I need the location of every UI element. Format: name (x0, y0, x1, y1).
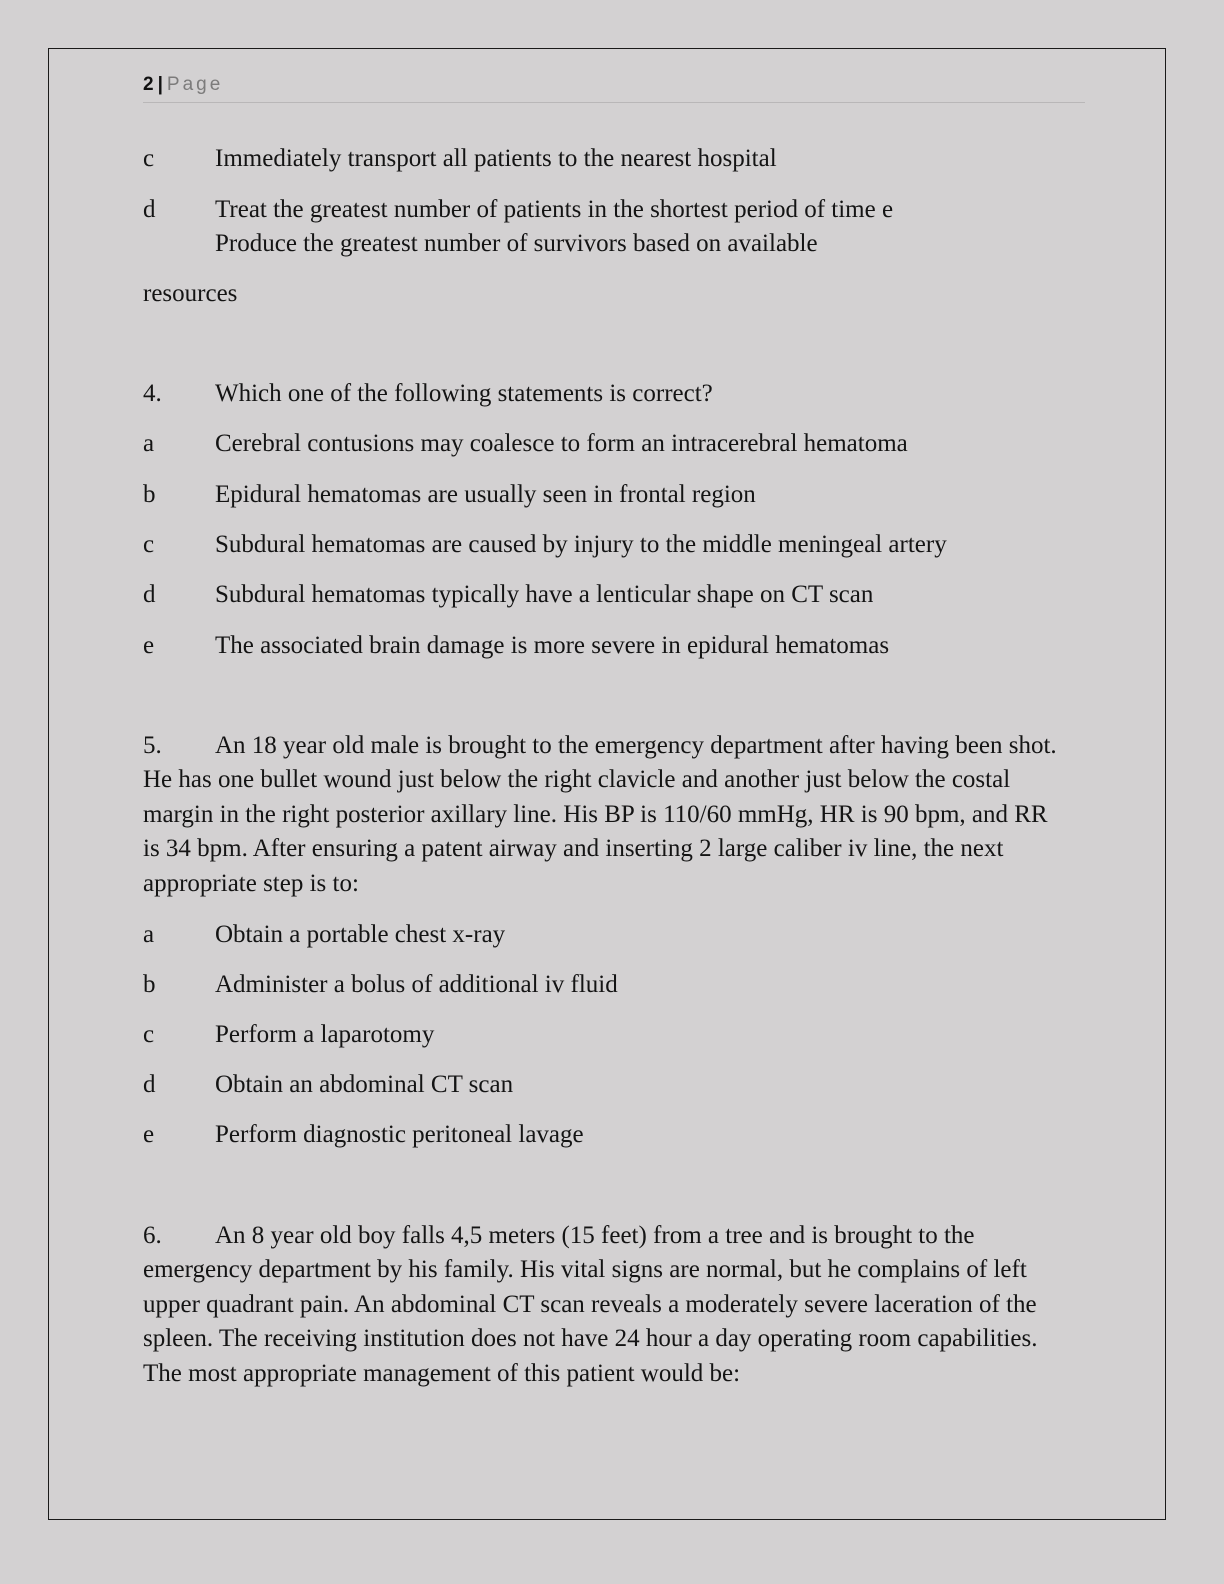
q4-option-e-label: e (143, 632, 155, 659)
q4-option-c-text: Subdural hematomas are caused by injury to the middle meningeal artery (215, 531, 947, 558)
q5-option-e-text: Perform diagnostic peritoneal lavage (215, 1121, 584, 1148)
q5-option-d-label: d (143, 1071, 156, 1098)
q3-option-c-text: Immediately transport all patients to the nearest hospital (215, 145, 777, 172)
q5-option-b-label: b (143, 971, 156, 998)
q5-number: 5. (143, 732, 162, 759)
page-number: 2 (143, 74, 154, 95)
q6-number: 6. (143, 1222, 162, 1249)
q5-question (143, 729, 1068, 901)
q3-option-e-text: Produce the greatest number of survivors based on available (215, 230, 818, 257)
q4-option-d-label: d (143, 581, 156, 608)
q5-option-e-label: e (143, 1121, 155, 1148)
q5-option-c-text: Perform a laparotomy (215, 1021, 435, 1048)
q6-question (143, 1219, 1068, 1391)
q5-option-d-text: Obtain an abdominal CT scan (215, 1071, 514, 1098)
q4-number: 4. (143, 380, 162, 407)
q3-option-d-text: Treat the greatest number of patients in the shortest period of time e (215, 196, 894, 223)
q4-option-c-label: c (143, 531, 155, 558)
q4-option-a-text: Cerebral contusions may coalesce to form an intracerebral hematoma (215, 430, 908, 457)
q5-option-a-text: Obtain a portable chest x-ray (215, 921, 506, 948)
q4-option-b-label: b (143, 481, 156, 508)
q4-option-a-label: a (143, 430, 155, 457)
q6-stem: An 8 year old boy falls 4,5 meters (15 feet) from a tree and is brought to the emergency department by his family. His vital signs are normal, but he complains of left upper quadrant pain. An abdominal CT scan reveals a moderately severe laceration of the spleen. The receiving institution does not have 24 hour a day operating room capabilities. The most appropriate management of this patient would be: (143, 1222, 1038, 1387)
q4-option-e-text: The associated brain damage is more severe in epidural hematomas (215, 632, 890, 659)
header-separator: | (157, 74, 163, 95)
page-header (143, 72, 1085, 103)
q3-option-c-label: c (143, 145, 155, 172)
q4-option-d-text: Subdural hematomas typically have a lenticular shape on CT scan (215, 581, 874, 608)
q5-stem: An 18 year old male is brought to the emergency department after having been shot. He has one bullet wound just below the right clavicle and another just below the costal margin in the right posterior axillary line. His BP is 110/60 mmHg, HR is 90 bpm, and RR is 34 bpm. After ensuring a patent airway and inserting 2 large caliber iv line, the next appropriate step is to: (143, 732, 1057, 897)
q5-option-a-label: a (143, 921, 155, 948)
q4-option-b-text: Epidural hematomas are usually seen in frontal region (215, 481, 756, 508)
page-label: Page (166, 74, 224, 95)
q3-option-d-label: d (143, 196, 156, 223)
q3-option-e-wrap: resources (143, 280, 238, 307)
q5-option-b-text: Administer a bolus of additional iv fluid (215, 971, 618, 998)
q4-stem: Which one of the following statements is correct? (215, 380, 713, 407)
q5-option-c-label: c (143, 1021, 155, 1048)
